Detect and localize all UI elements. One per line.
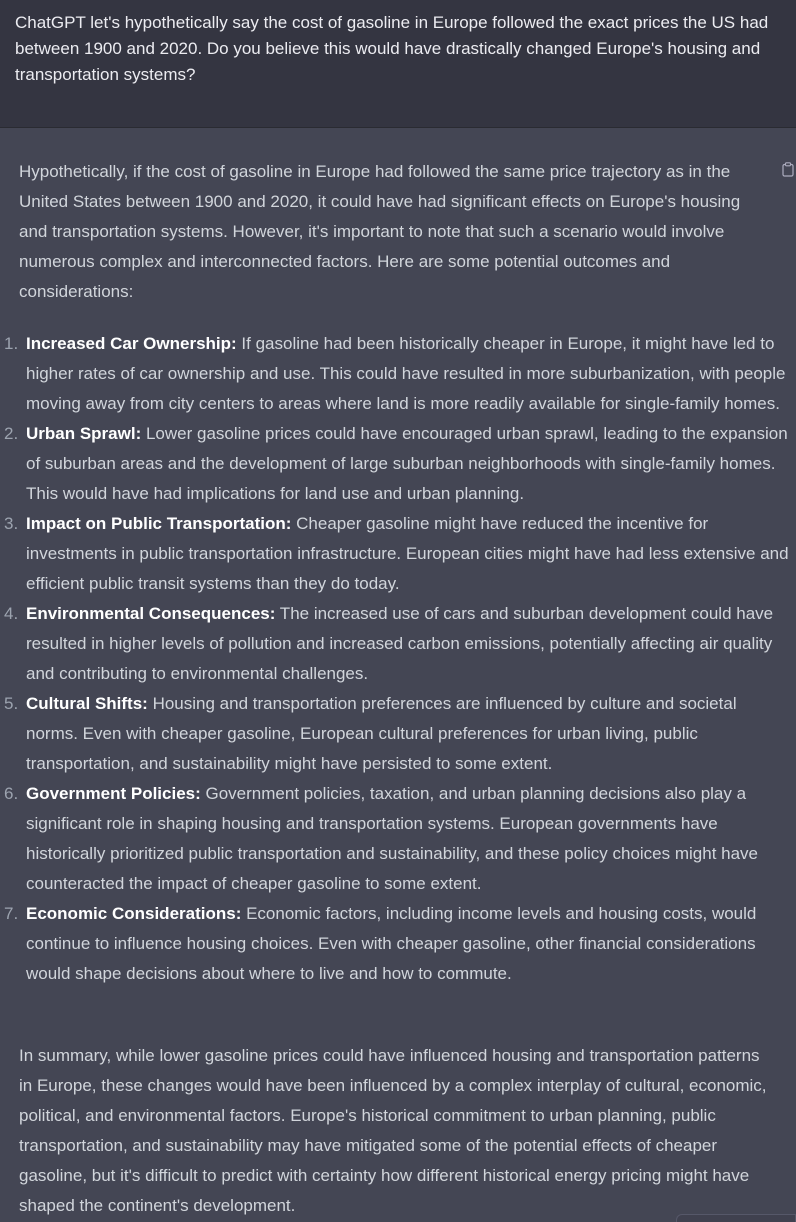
assistant-summary: In summary, while lower gasoline prices could have influenced housing and transportation patterns in Europe, these changes would have been influenced by a complex interplay of cultural, economic, political, and environmental factors. Europe's historical commitment to urban planning, public transportation, and sustainability may have mitigated some of the potential effects of cheaper gasoline, but it's difficult to predict with certainty how different historical energy pricing might have shaped the continent's development.	[19, 1046, 767, 1215]
item-text: The increased use of cars and suburban development could have resulted in higher levels of pollution and increased carbon emissions, potentially affecting air quality and contributing to environmental challenges.	[26, 604, 774, 683]
scroll-to-bottom-button[interactable]	[676, 1214, 796, 1222]
item-title: Urban Sprawl:	[26, 424, 142, 443]
list-number: 1.	[4, 334, 19, 353]
list-number: 5.	[4, 694, 19, 713]
list-item	[0, 599, 790, 689]
item-title: Increased Car Ownership:	[26, 334, 237, 353]
considerations-list	[0, 329, 790, 989]
list-number: 2.	[4, 424, 19, 443]
assistant-intro: Hypothetically, if the cost of gasoline in Europe had followed the same price trajectory as in the United States between 1900 and 2020, it could have had significant effects on Europe's housing and transportation systems. However, it's important to note that such a scenario would involve numerous complex and interconnected factors. Here are some potential outcomes and considerations:	[19, 162, 741, 301]
list-item	[0, 509, 790, 599]
item-text: Economic factors, including income levels and housing costs, would continue to influence housing choices. Even with cheaper gasoline, other financial considerations would shape decisions about where to live and how to commute.	[26, 904, 757, 983]
item-text: Government policies, taxation, and urban planning decisions also play a significant role in shaping housing and transportation systems. European governments have historically prioritized public transportation and sustainability, and these policy choices might have counteracted the impact of cheaper gasoline to some extent.	[26, 784, 759, 893]
list-item	[0, 329, 790, 419]
clipboard-icon[interactable]	[782, 162, 794, 177]
list-item	[0, 419, 790, 509]
item-text: If gasoline had been historically cheaper in Europe, it might have led to higher rates of car ownership and use. This could have resulted in more suburbanization, with people moving away from city centers to areas where land is more readily available for single-family homes.	[26, 334, 786, 413]
item-text: Housing and transportation preferences are influenced by culture and societal norms. Even with cheaper gasoline, European cultural preferences for urban living, public transportation, and sustainability might have persisted to some extent.	[26, 694, 737, 773]
user-message	[0, 0, 796, 128]
item-title: Economic Considerations:	[26, 904, 242, 923]
user-message-text: ChatGPT let's hypothetically say the cost of gasoline in Europe followed the exact prices the US had between 1900 and 2020. Do you believe this would have drastically changed Europe's housing and transportation systems?	[15, 13, 769, 84]
list-number: 7.	[4, 904, 19, 923]
list-item	[0, 779, 790, 899]
item-text: Cheaper gasoline might have reduced the incentive for investments in public transportation infrastructure. European cities might have had less extensive and efficient public transit systems than they do today.	[26, 514, 789, 593]
item-title: Environmental Consequences:	[26, 604, 276, 623]
assistant-message	[0, 129, 796, 1222]
list-item	[0, 899, 790, 989]
list-number: 3.	[4, 514, 19, 533]
item-title: Government Policies:	[26, 784, 201, 803]
list-number: 6.	[4, 784, 19, 803]
item-text: Lower gasoline prices could have encouraged urban sprawl, leading to the expansion of suburban areas and the development of large suburban neighborhoods with single-family homes. This would have had implications for land use and urban planning.	[26, 424, 788, 503]
list-number: 4.	[4, 604, 19, 623]
item-title: Impact on Public Transportation:	[26, 514, 292, 533]
item-title: Cultural Shifts:	[26, 694, 148, 713]
list-item	[0, 689, 790, 779]
